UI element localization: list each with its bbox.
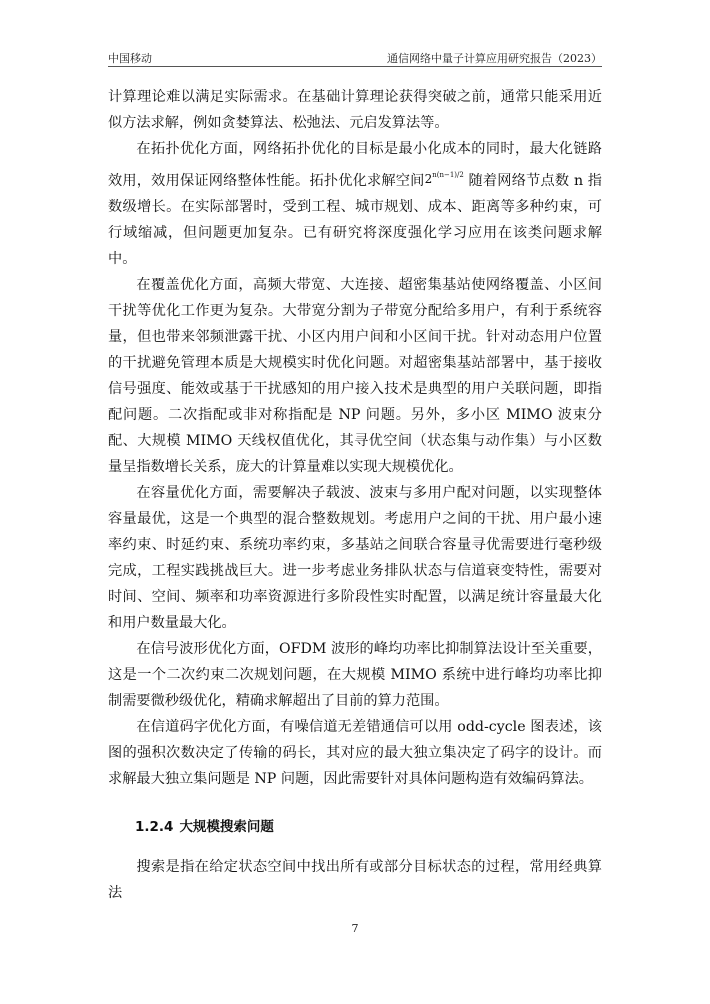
section-number: 1.2.4 [135, 819, 174, 835]
page-number: 7 [351, 922, 359, 935]
header-report-title: 通信网络中量子计算应用研究报告（2023） [387, 52, 602, 65]
header-organization: 中国移动 [108, 52, 152, 65]
paragraph-topology-part1: 在拓扑优化方面，网络拓扑优化的目标是最小化成本的同时，最大化链路效用，效用保证网络整体性能。拓扑优化求解空间 [108, 141, 602, 189]
header-divider [108, 66, 602, 67]
paragraph-continuation: 计算理论难以满足实际需求。在基础计算理论获得突破之前，通常只能采用近似方法求解，例如贪婪算法、松弛法、元启发算法等。 [108, 89, 602, 131]
section-title: 大规模搜索问题 [179, 819, 274, 835]
section-heading [108, 814, 602, 840]
paragraph-search: 搜索是指在给定状态空间中找出所有或部分目标状态的过程，常用经典算法 [108, 859, 602, 901]
paragraph-topology [108, 136, 602, 272]
paragraph-waveform: 在信号波形优化方面，OFDM 波形的峰均功率比抑制算法设计至关重要，这是一个二次约束二次规划问题，在大规模 MIMO 系统中进行峰均功率比抑制需要微秒级优化，精确求解超出了目前的算力范围。 [108, 641, 602, 709]
formula-exponent: n(n−1)/2 [432, 171, 464, 179]
body-text [108, 84, 602, 906]
paragraph-codeword: 在信道码字优化方面，有噪信道无差错通信可以用 odd-cycle 图表述，该图的强积次数决定了传输的码长，其对应的最大独立集决定了码字的设计。而求解最大独立集问题是 NP 问题，因此需要针对具体问题构造有效编码算法。 [108, 719, 602, 787]
paragraph-capacity: 在容量优化方面，需要解决子载波、波束与多用户配对问题，以实现整体容量最优，这是一个典型的混合整数规划。考虑用户之间的干扰、用户最小速率约束、时延约束、系统功率约束，多基站之间联合容量寻优需要进行毫秒级完成，工程实践挑战巨大。进一步考虑业务排队状态与信道衰变特性，需要对时间、空间、频率和功率资源进行多阶段性实时配置，以满足统计容量最大化和用户数量最大化。 [108, 485, 602, 631]
paragraph-coverage: 在覆盖优化方面，高频大带宽、大连接、超密集基站使网络覆盖、小区间干扰等优化工作更为复杂。大带宽分割为子带宽分配给多用户，有利于系统容量，但也带来邻频泄露干扰、小区内用户间和小区间干扰。针对动态用户位置的干扰避免管理本质是大规模实时优化问题。对超密集基站部署中，基于接收信号强度、能效或基于干扰感知的用户接入技术是典型的用户关联问题，即指配问题。二次指配或非对称指配是 NP 问题。另外，多小区 MIMO 波束分配、大规模 MIMO 天线权值优化，其寻优空间（状态集与动作集）与小区数量呈指数增长关系，庞大的计算量难以实现大规模优化。 [108, 277, 602, 475]
formula-base: 2 [424, 172, 433, 186]
formula-solution-space [425, 172, 464, 186]
paragraph-topology-part2: 随着网络节点数 n 指数级增长。在实际部署时，受到工程、城市规划、成本、距离等多种约束，可行域缩减，但问题更加复杂。已有研究将深度强化学习应用在该类问题求解中。 [108, 173, 602, 267]
